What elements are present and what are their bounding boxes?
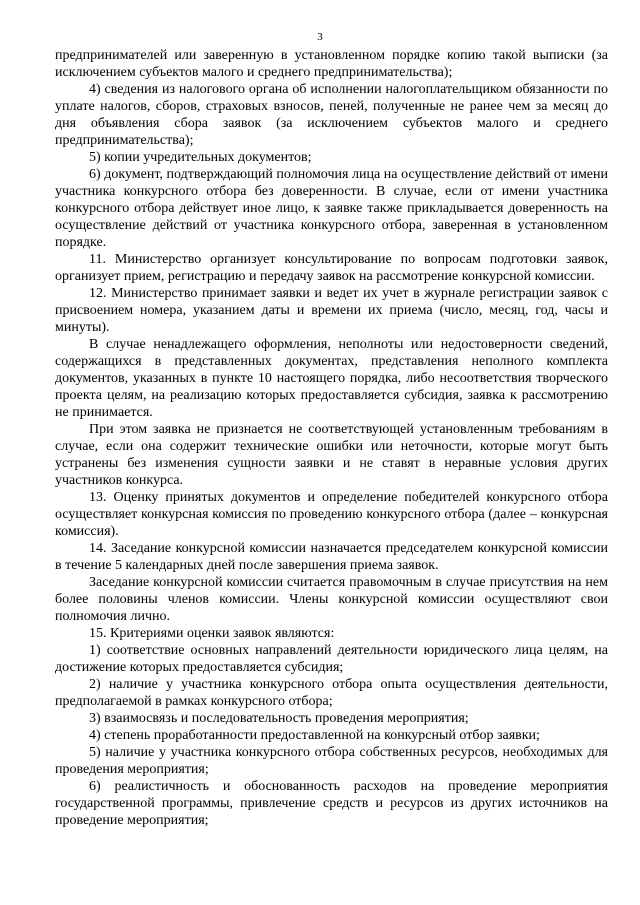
clause-12-technical-errors: При этом заявка не признается не соответствующей установленным требованиям в случае, если она содержит технические ошибки или неточности, которые могут быть устранены без изменения сущности заявки и не ставят в неравные условия других участников конкурса. (55, 422, 608, 488)
list-item-5-charter-docs: 5) копии учредительных документов; (89, 150, 312, 165)
document-body (55, 47, 608, 829)
criterion-3: 3) взаимосвязь и последовательность проведения мероприятия; (89, 711, 469, 726)
clause-15: 15. Критериями оценки заявок являются: (89, 626, 335, 641)
criterion-2: 2) наличие у участника конкурсного отбора опыта осуществления деятельности, предполагаемой в рамках конкурсного отбора; (55, 677, 608, 709)
clause-12: 12. Министерство принимает заявки и ведет их учет в журнале регистрации заявок с присвоением номера, указанием даты и времени их приема (число, месяц, год, часы и минуты). (55, 286, 608, 335)
list-item-6-authority-doc: 6) документ, подтверждающий полномочия лица на осуществление действий от имени участника конкурсного отбора без доверенности. В случае, если от имени участника конкурсного отбора действует иное лицо, к заявке также прикладывается доверенность на осуществление действий от участника конкурсного отбора, заверенная в установленном порядке. (55, 167, 608, 250)
clause-14: 14. Заседание конкурсной комиссии назначается председателем конкурсной комиссии в течение 5 календарных дней после завершения приема заявок. (55, 541, 608, 573)
criterion-4: 4) степень проработанности предоставленной на конкурсный отбор заявки; (89, 728, 540, 743)
criterion-5: 5) наличие у участника конкурсного отбора собственных ресурсов, необходимых для проведения мероприятия; (55, 745, 608, 777)
clause-12-rejection: В случае ненадлежащего оформления, неполноты или недостоверности сведений, содержащихся в представленных документах, представления неполного комплекта документов, указанных в пункте 10 настоящего порядка, либо несоответствия творческого проекта целям, на реализацию которых предоставляется субсидия, заявка к рассмотрению не принимается. (55, 337, 608, 420)
clause-13: 13. Оценку принятых документов и определение победителей конкурсного отбора осуществляет конкурсная комиссия по проведению конкурсного отбора (далее – конкурсная комиссия). (55, 490, 608, 539)
criterion-6: 6) реалистичность и обоснованность расходов на проведение мероприятия государственной программы, привлечение средств и ресурсов из других источников на проведение мероприятия; (55, 779, 608, 828)
list-item-4-tax-info: 4) сведения из налогового органа об исполнении налогоплательщиком обязанности по уплате налогов, сборов, страховых взносов, пеней, полученные не ранее чем за месяц до дня объявления сбора заявок (за исключением субъектов малого и среднего предпринимательства); (55, 82, 608, 148)
page-number: 3 (317, 31, 323, 43)
criterion-1: 1) соответствие основных направлений деятельности юридического лица целям, на достижение которых предоставляется субсидия; (55, 643, 608, 675)
paragraph-continuation: предпринимателей или заверенную в установленном порядке копию такой выписки (за исключением субъектов малого и среднего предпринимательства); (55, 48, 608, 80)
clause-11: 11. Министерство организует консультирование по вопросам подготовки заявок, организует прием, регистрацию и передачу заявок на рассмотрение конкурсной комиссии. (55, 252, 608, 284)
clause-14-quorum: Заседание конкурсной комиссии считается правомочным в случае присутствия на нем более половины членов комиссии. Члены конкурсной комиссии осуществляют свои полномочия лично. (55, 575, 608, 624)
